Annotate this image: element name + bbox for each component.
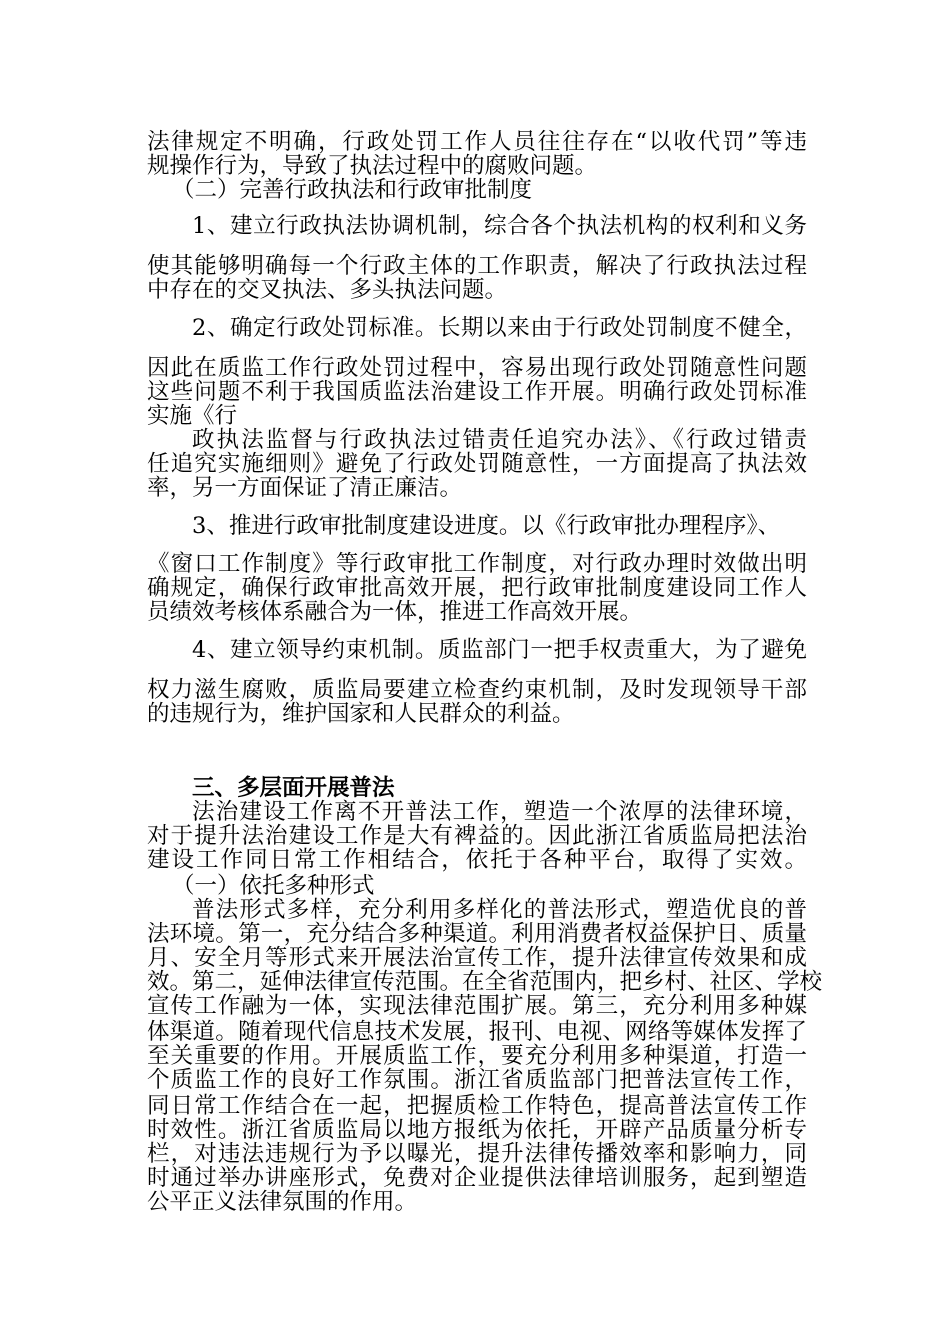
text-line: 使其能够明确每一个行政主体的工作职责，解决了行政执法过程 (147, 253, 807, 279)
text-line: 时效性。浙江省质监局以地方报纸为依托，开辟产品质量分析专 (147, 1117, 807, 1143)
text-line: 体渠道。随着现代信息技术发展，报刊、电视、网络等媒体发挥了 (147, 1019, 807, 1045)
text-line: 实施《行 (147, 403, 238, 429)
section-heading-3: 三、多层面开展普法 (192, 775, 395, 801)
text-line: 3、推进行政审批制度建设进度。以《行政审批办理程序》、 (192, 513, 781, 539)
text-line: 员绩效考核体系融合为一体，推进工作高效开展。 (147, 599, 643, 625)
text-line: 中存在的交叉执法、多头执法问题。 (147, 277, 508, 303)
section-heading-2: （二）完善行政执法和行政审批制度 (172, 177, 533, 203)
text-line: 规操作行为，导致了执法过程中的腐败问题。 (147, 153, 598, 179)
text-line: 这些问题不利于我国质监法治建设工作开展。明确行政处罚标准 (147, 379, 807, 405)
text-line: 政执法监督与行政执法过错责任追究办法》、《行政过错责 (192, 427, 807, 453)
text-line: 月、安全月等形式来开展法治宣传工作，提升法律宣传效果和成 (147, 945, 807, 971)
text-line: 建设工作同日常工作相结合，依托于各种平台，取得了实效。 (147, 847, 807, 873)
text-line: 时通过举办讲座形式，免费对企业提供法律培训服务，起到塑造 (147, 1165, 807, 1191)
text-line: 1、建立行政执法协调机制，综合各个执法机构的权利和义务 (192, 213, 807, 239)
text-line: 公平正义法律氛围的作用。 (147, 1189, 418, 1215)
text-line: 宣传工作融为一体，实现法律范围扩展。第三，充分利用多种媒 (147, 993, 807, 1019)
text-line: 栏，对违法违规行为予以曝光，提升法律传播效率和影响力，同 (147, 1141, 807, 1167)
text-line: 法环境。第一，充分结合多种渠道。利用消费者权益保护日、质量 (147, 921, 807, 947)
text-line: 对于提升法治建设工作是大有裨益的。因此浙江省质监局把法治 (147, 823, 807, 849)
text-line: 至关重要的作用。开展质监工作，要充分利用多种渠道，打造一 (147, 1043, 807, 1069)
text-line: 同日常工作结合在一起，把握质检工作特色，提高普法宣传工作 (147, 1093, 807, 1119)
text-line: 普法形式多样，充分利用多样化的普法形式，塑造优良的普 (192, 897, 807, 923)
text-line: 任追究实施细则》避免了行政处罚随意性，一方面提高了执法效 (147, 451, 807, 477)
text-line: 4、建立领导约束机制。质监部门一把手权责重大，为了避免 (192, 637, 807, 663)
text-line: 的违规行为，维护国家和人民群众的利益。 (147, 701, 575, 727)
text-line: 因此在质监工作行政处罚过程中，容易出现行政处罚随意性问题 (147, 355, 807, 381)
text-line: 2、确定行政处罚标准。长期以来由于行政处罚制度不健全， (192, 315, 807, 341)
text-line: 个质监工作的良好工作氛围。浙江省质监部门把普法宣传工作， (147, 1067, 807, 1093)
text-line: 权力滋生腐败，质监局要建立检查约束机制，及时发现领导干部 (147, 677, 807, 703)
text-line: 《窗口工作制度》等行政审批工作制度，对行政办理时效做出明 (147, 551, 807, 577)
subsection-heading-1: （一）依托多种形式 (172, 873, 375, 899)
text-line: 法治建设工作离不开普法工作，塑造一个浓厚的法律环境， (192, 799, 807, 825)
text-line: 法律规定不明确，行政处罚工作人员往往存在“以收代罚”等违 (147, 129, 807, 155)
text-line: 确规定，确保行政审批高效开展，把行政审批制度建设同工作人 (147, 575, 807, 601)
text-line: 率，另一方面保证了清正廉洁。 (147, 475, 463, 501)
text-line: 效。第二，延伸法律宣传范围。在全省范围内，把乡村、社区、学校 (147, 969, 823, 995)
